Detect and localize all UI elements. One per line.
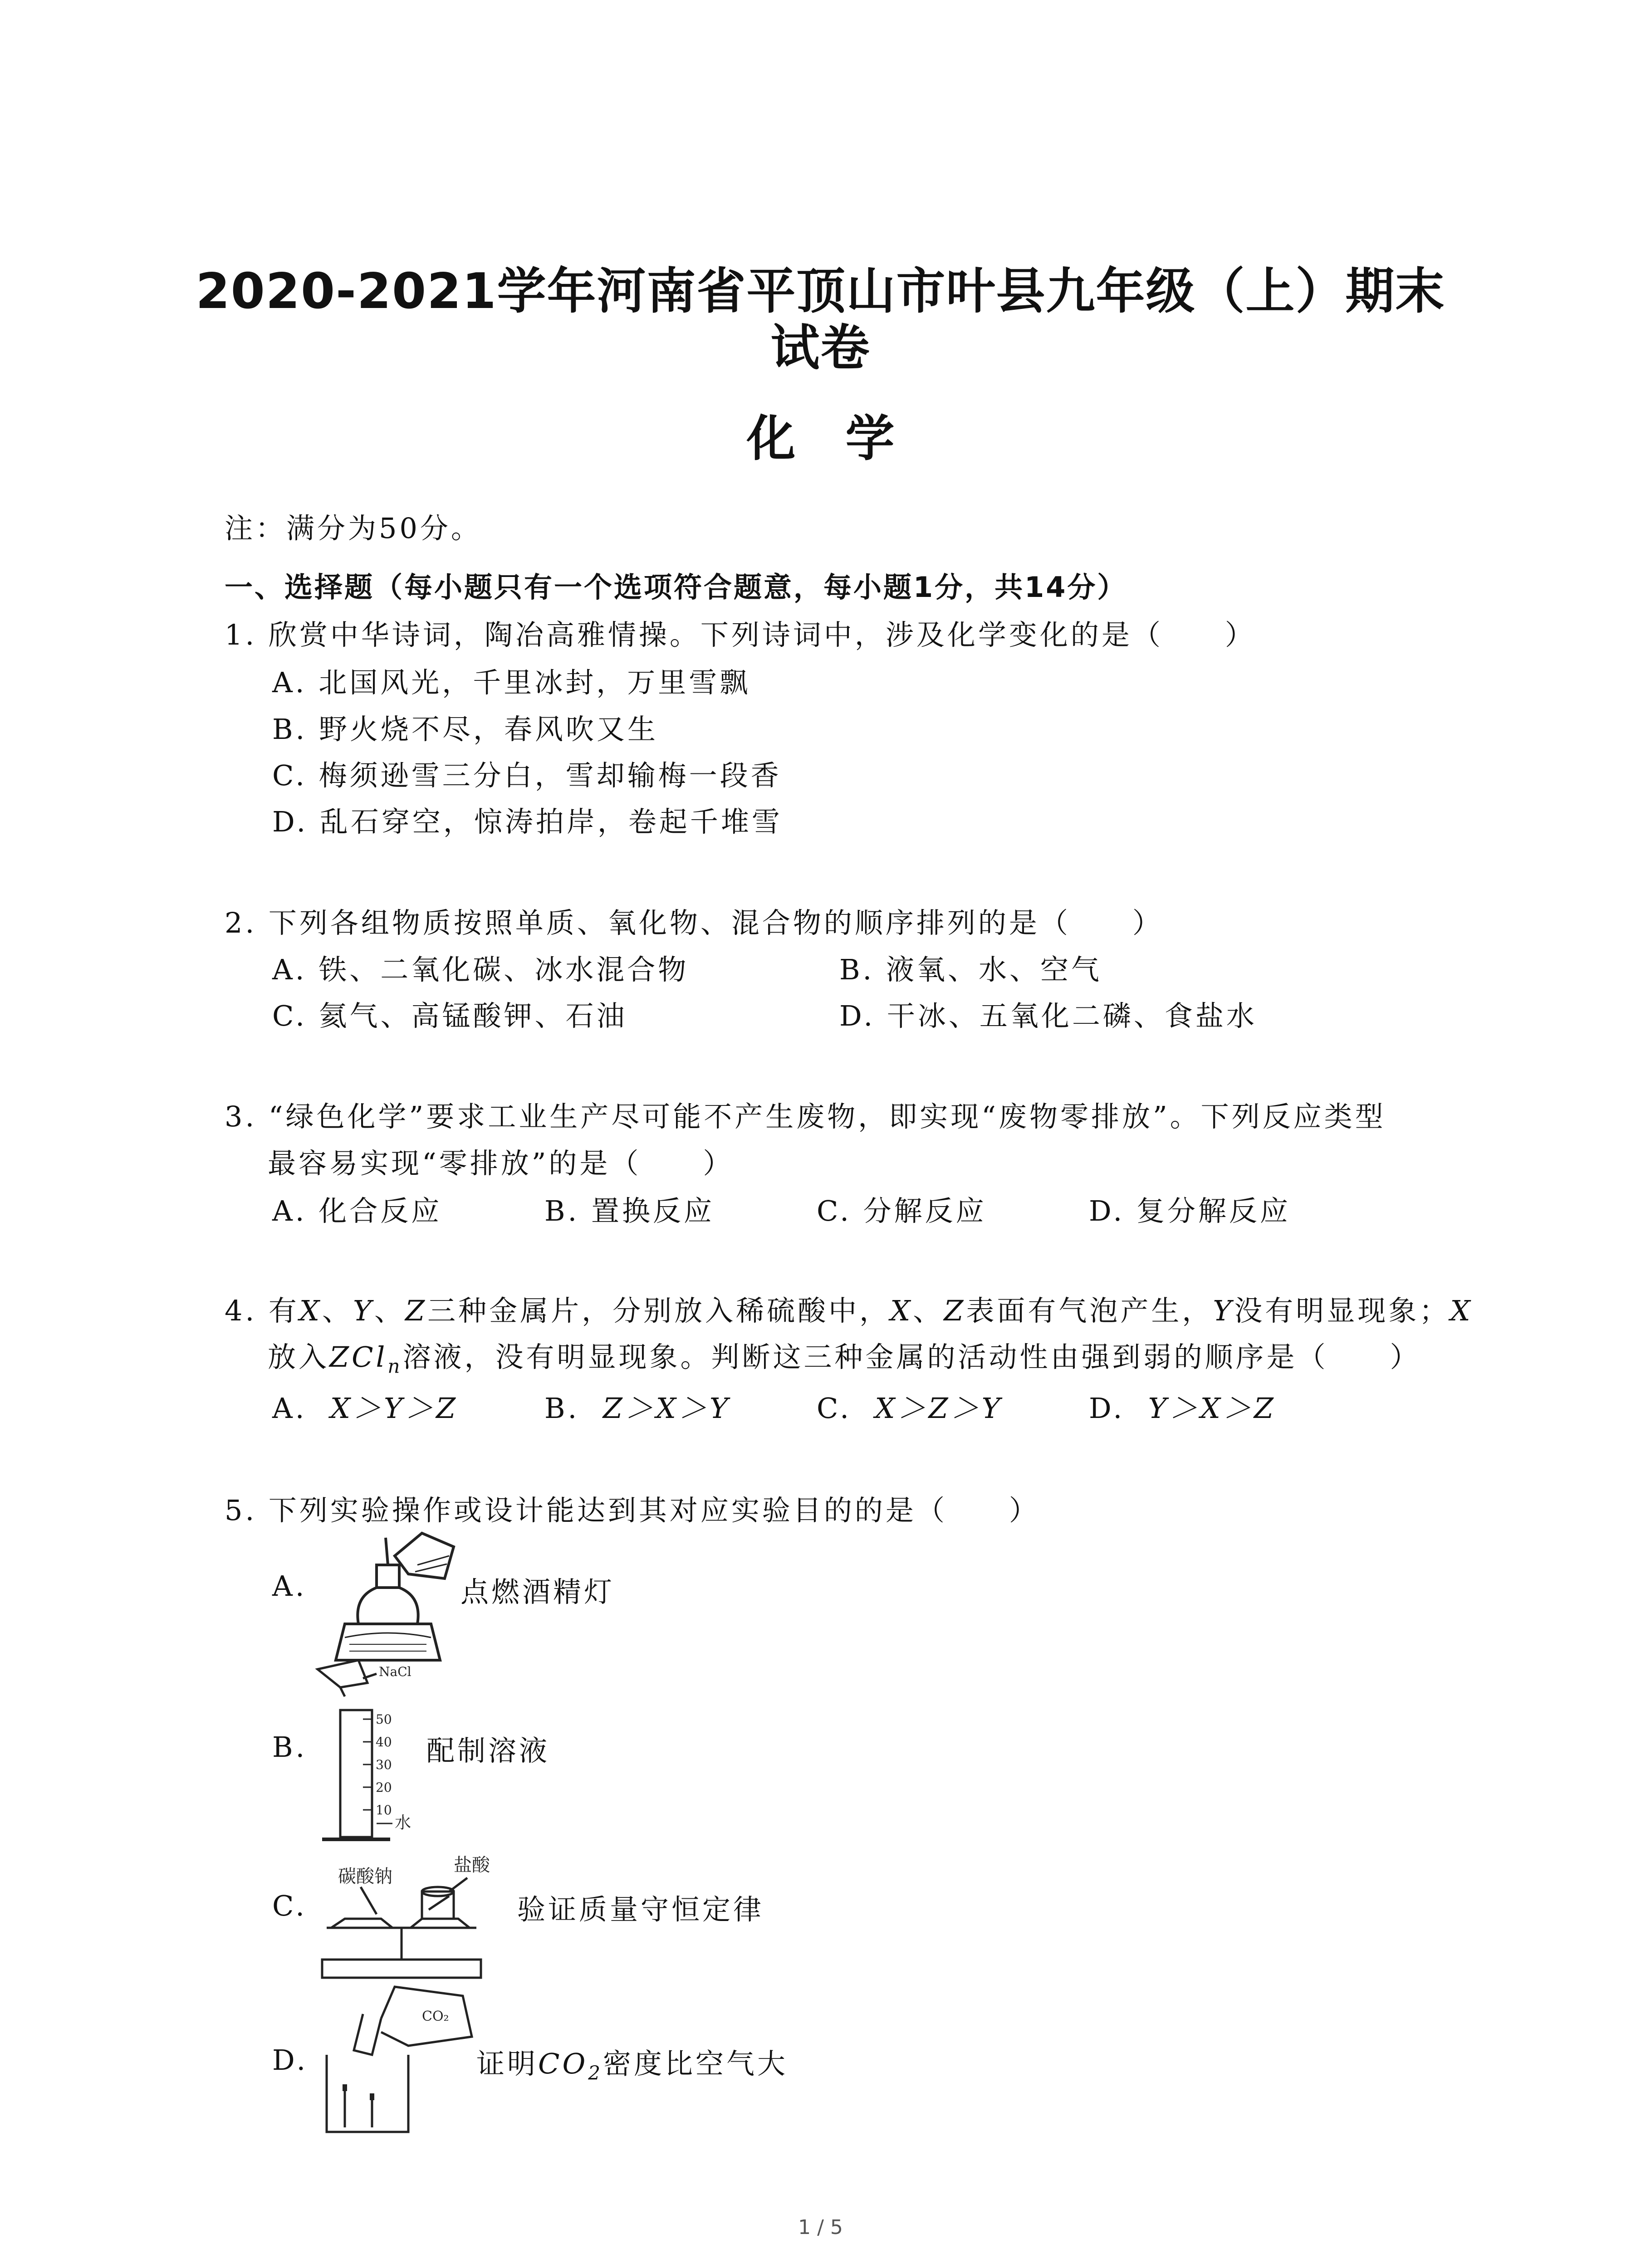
q5-option-a-text: 点燃酒精灯 (460, 1575, 615, 1608)
cylinder-tick-10: 10 (376, 1803, 392, 1818)
q4-stem-line-2: 放入ZCl$_n$溶液，没有明显现象。判断这三种金属的活动性由强到弱的顺序是（ ） (268, 1340, 1421, 1378)
title-line-2: 试卷 (770, 320, 871, 376)
q4-option-a: A. X＞Y＞Z (272, 1392, 459, 1425)
water-label: 水 (395, 1813, 411, 1832)
q1-option-b: B. 野火烧不尽，春风吹又生 (272, 713, 658, 746)
q2-stem: 2. 下列各组物质按照单质、氧化物、混合物的顺序排列的是（ ） (225, 906, 1163, 939)
sodium-carbonate-label: 碳酸钠 (338, 1866, 392, 1887)
q3-option-b: B. 置换反应 (544, 1194, 715, 1227)
score-note: 注：满分为50分。 (225, 512, 482, 545)
q2-option-c: C. 氦气、高锰酸钾、石油 (272, 999, 627, 1032)
q1-option-d: D. 乱石穿空，惊涛拍岸，卷起千堆雪 (272, 805, 783, 838)
q2-option-a: A. 铁、二氧化碳、冰水混合物 (272, 953, 689, 986)
q4-option-c: C. X＞Z＞Y (817, 1392, 1003, 1425)
hydrochloric-acid-label: 盐酸 (454, 1855, 490, 1876)
title-line-1: 2020-2021学年河南省平顶山市叶县九年级（上）期末 (196, 263, 1445, 320)
q3-option-a: A. 化合反应 (272, 1194, 442, 1227)
q1-stem: 1. 欣赏中华诗词，陶冶高雅情操。下列诗词中，涉及化学变化的是（ ） (225, 618, 1256, 651)
co2-bottle-label: CO₂ (422, 2009, 449, 2024)
page-number: 1 / 5 (798, 2216, 843, 2239)
q4-option-d: D. Y＞X＞Z (1089, 1392, 1276, 1425)
q5-option-a-label: A. (272, 1569, 307, 1603)
q2-option-d: D. 干冰、五氧化二磷、食盐水 (839, 999, 1257, 1032)
section-heading: 一、选择题（每小题只有一个选项符合题意，每小题1分，共14分） (225, 571, 1127, 604)
q3-option-c: C. 分解反应 (817, 1194, 987, 1227)
alcohol-lamp-figure (318, 1529, 458, 1665)
q1-option-a: A. 北国风光，千里冰封，万里雪飘 (272, 666, 751, 699)
q3-option-d: D. 复分解反应 (1089, 1194, 1291, 1227)
q5-option-d-label: D. (272, 2043, 309, 2077)
q3-stem-line-1: 3. “绿色化学”要求工业生产尽可能不产生废物，即实现“废物零排放”。下列反应类型 (225, 1100, 1386, 1133)
q5-stem: 5. 下列实验操作或设计能达到其对应实验目的的是（ ） (225, 1494, 1040, 1527)
cylinder-tick-20: 20 (376, 1780, 392, 1795)
q3-stem-line-2: 最容易实现“零排放”的是（ ） (268, 1147, 734, 1180)
q5-option-b-text: 配制溶液 (426, 1734, 550, 1767)
cylinder-tick-50: 50 (376, 1712, 392, 1727)
cylinder-tick-30: 30 (376, 1757, 392, 1772)
subject-title: 化学 (746, 411, 945, 467)
q5-option-c-label: C. (272, 1889, 307, 1922)
nacl-label: NaCl (379, 1664, 411, 1679)
balance-figure (313, 1851, 513, 1982)
q4-stem-line-1: 4. 有X、Y、Z三种金属片，分别放入稀硫酸中，X、Z表面有气泡产生，Y没有明显现象；X (225, 1294, 1473, 1327)
q1-option-c: C. 梅须逊雪三分白，雪却输梅一段香 (272, 759, 782, 792)
cylinder-tick-40: 40 (376, 1735, 392, 1750)
q4-option-b: B. Z＞X＞Y (544, 1392, 731, 1425)
q2-option-b: B. 液氧、水、空气 (839, 953, 1102, 986)
q5-option-d-text: 证明$CO_2$密度比空气大 (476, 2047, 789, 2084)
q5-option-b-label: B. (272, 1730, 308, 1764)
q5-option-c-text: 验证质量守恒定律 (517, 1893, 764, 1926)
co2-beaker-figure (318, 1982, 481, 2136)
